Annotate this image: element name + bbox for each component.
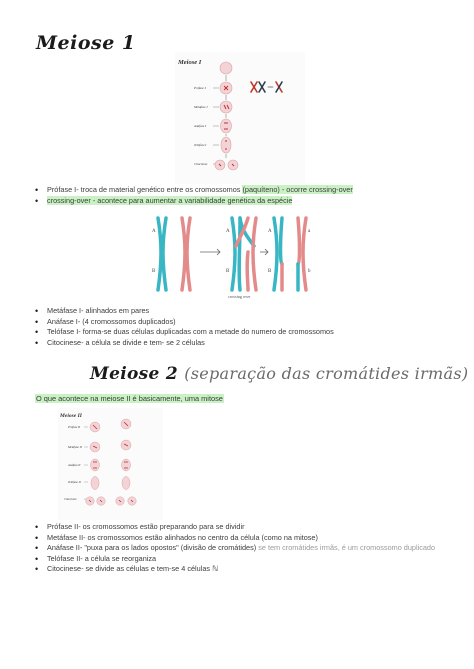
crossing-over-diagram <box>148 212 328 300</box>
bullet-cytokinesis-2: • Citocinese- se divide as células e tem-se 4 células ℕ <box>33 564 462 575</box>
stage-label-metaphase-1: Metáfase I <box>194 105 208 109</box>
meiose-2-intro: O que acontece na meiose II é basicamente, uma mitose <box>36 394 223 403</box>
section-title-meiose-2: Meiose 2 (separação das cromátides irmãs) <box>90 364 469 384</box>
bullet-metaphase-2: • Metáfase II- os cromossomos estão alinhados no centro da célula (como na mitose) <box>33 533 462 544</box>
meiose-1-diagram-heading: Meiose I <box>178 59 202 66</box>
note-duplicated-chromosome: se tem cromátides irmãs, é um cromossomo duplicado <box>258 543 436 553</box>
stage-label-prophase-2: Prófase II <box>68 425 81 429</box>
meiose-2-diagram <box>58 408 163 520</box>
svg-text:B: B <box>226 269 230 274</box>
bullet-cytokinesis-1: • Citocinese- a célula se divide e tem- se 2 células <box>33 338 334 349</box>
section-title-meiose-1: Meiose 1 <box>36 32 136 54</box>
svg-text:a: a <box>308 229 311 234</box>
stage-label-anaphase-1: Anáfase I <box>194 124 207 128</box>
section-subtitle-meiose-2: (separação das cromátides irmãs) <box>184 364 469 383</box>
bullet-anaphase-2: • Anáfase II- "puxa para os lados opostos" (divisão de cromátides) se tem cromátides irmãs, é um cromossomo duplicado <box>33 543 462 554</box>
svg-text:A: A <box>226 229 230 234</box>
meiose-1-notes-top <box>33 185 353 206</box>
bullet-telophase-1: • Telófase I- forma-se duas células duplicadas com a metade do numero de cromossomos <box>33 327 334 338</box>
meiose-2-notes <box>33 522 462 575</box>
svg-text:B: B <box>152 269 156 274</box>
bullet-prophase-2: • Prófase II- os cromossomos estão preparando para se dividir <box>33 522 462 533</box>
svg-text:A: A <box>152 229 156 234</box>
stage-label-cytokinesis-2: Citocinese <box>64 497 77 501</box>
bullet-crossing-over: • crossing-over - acontece para aumentar a variabilidade genética da espécie <box>33 196 353 207</box>
svg-text:b: b <box>308 269 311 274</box>
stage-label-prophase-1: Prófase I <box>194 86 206 90</box>
bullet-metaphase-1: • Metáfase I- alinhados em pares <box>33 306 334 317</box>
meiose-1-diagram <box>175 52 305 184</box>
stage-label-telophase-1: Telófase I <box>194 143 207 147</box>
stage-label-anaphase-2: Anáfase II <box>68 463 81 467</box>
crossing-over-label: crossing over <box>228 294 251 299</box>
bullet-prophase-1: • Prófase I- troca de material genético entre os cromossomos (paquíteno) - ocorre crossing-over <box>33 185 353 196</box>
meiose-1-notes-bottom <box>33 306 334 348</box>
meiose-2-diagram-heading: Meiose II <box>60 413 82 419</box>
svg-text:A: A <box>268 229 272 234</box>
svg-text:B: B <box>268 269 272 274</box>
highlight-crossing-over: (paquíteno) - ocorre crossing-over <box>242 185 353 194</box>
bullet-anaphase-1: • Anáfase I- (4 cromossomos duplicados) <box>33 317 334 328</box>
bullet-telophase-2: • Telófase II- a célula se reorganiza <box>33 554 462 565</box>
stage-label-cytokinesis-1: Citocinese <box>194 162 208 166</box>
stage-label-telophase-2: Telófase II <box>68 480 81 484</box>
stage-label-metaphase-2: Metáfase II <box>68 445 82 449</box>
